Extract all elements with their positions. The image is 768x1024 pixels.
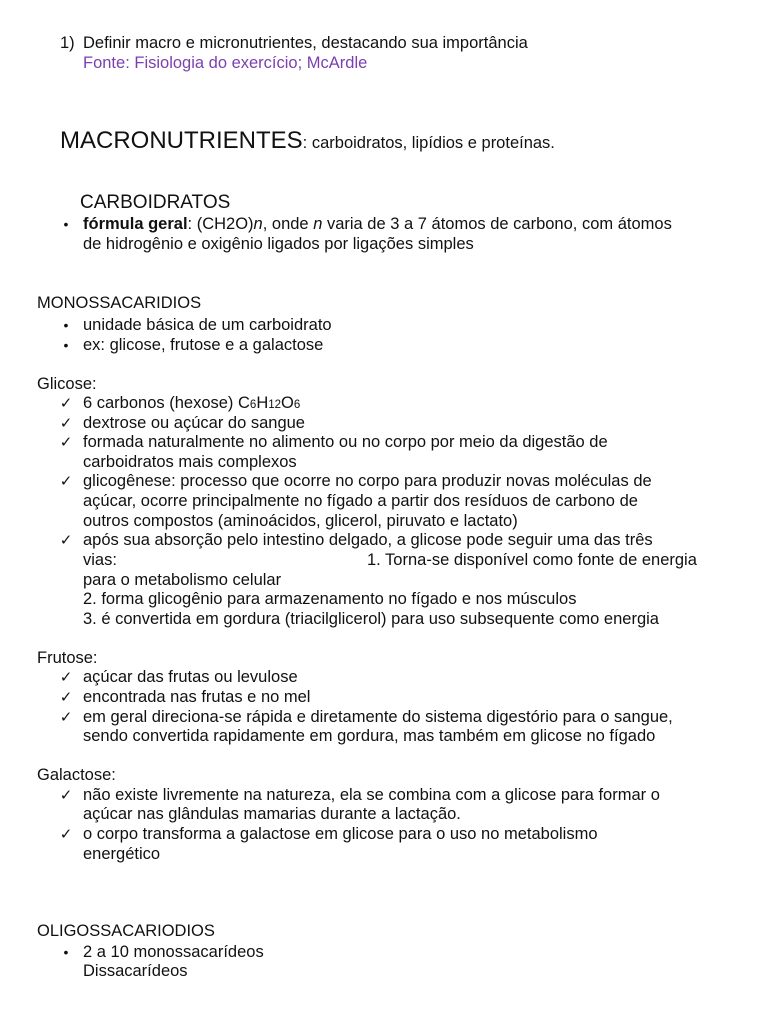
list-item: o corpo transforma a galactose em glicose para o uso no metabolismo xyxy=(83,825,598,843)
formula-n-var: n xyxy=(313,215,323,233)
bullet-icon: • xyxy=(63,216,69,232)
checkmark-icon: ✓ xyxy=(59,395,73,412)
route-2: 2. forma glicogênio para armazenamento no fígado e nos músculos xyxy=(83,590,577,608)
list-item-continued: sendo convertida rapidamente em gordura, mas também em glicose no fígado xyxy=(83,727,656,745)
formula-subscript: 6 xyxy=(249,399,257,411)
formula-rest: varia de 3 a 7 átomos de carbono, com átomos xyxy=(322,215,672,233)
list-item: 2 a 10 monossacarídeos xyxy=(83,943,264,961)
list-item: unidade básica de um carboidrato xyxy=(83,316,332,334)
formula-element: H xyxy=(256,394,269,412)
list-item: ex: glicose, frutose e a galactose xyxy=(83,336,324,354)
formula-text: : (CH2O) xyxy=(187,215,254,233)
list-item: em geral direciona-se rápida e diretamente do sistema digestório para o sangue, xyxy=(83,708,673,726)
formula-line-2: de hidrogênio e oxigênio ligados por ligações simples xyxy=(83,235,474,253)
macronutrients-line xyxy=(60,127,555,155)
formula-mid: , onde xyxy=(262,215,314,233)
oligosaccharides-heading: OLIGOSSACARIODIOS xyxy=(37,922,215,940)
macronutrients-list: : carboidratos, lipídios e proteínas. xyxy=(302,134,555,152)
checkmark-icon: ✓ xyxy=(59,669,73,686)
formula-element: O xyxy=(281,394,294,412)
checkmark-icon: ✓ xyxy=(59,689,73,706)
galactose-heading: Galactose: xyxy=(37,766,116,784)
list-item-continued: energético xyxy=(83,845,161,863)
formula-line xyxy=(83,215,672,235)
checkmark-icon: ✓ xyxy=(59,787,73,804)
list-item-continued: açúcar, ocorre principalmente no fígado a partir dos resíduos de carbono de xyxy=(83,492,638,510)
list-item-continued: outros compostos (aminoácidos, glicerol, piruvato e lactato) xyxy=(83,512,518,530)
fructose-heading: Frutose: xyxy=(37,649,98,667)
list-item: encontrada nas frutas e no mel xyxy=(83,688,311,706)
list-item: formada naturalmente no alimento ou no corpo por meio da digestão de xyxy=(83,433,608,451)
list-item: açúcar das frutas ou levulose xyxy=(83,668,298,686)
list-item-continued: Dissacarídeos xyxy=(83,962,188,980)
source-citation: Fonte: Fisiologia do exercício; McArdle xyxy=(83,54,368,72)
formula-n: n xyxy=(253,215,263,233)
list-item: glicogênese: processo que ocorre no corpo para produzir novas moléculas de xyxy=(83,472,652,490)
carbohydrates-heading: CARBOIDRATOS xyxy=(80,192,231,213)
route-3: 3. é convertida em gordura (triacilglicerol) para uso subsequente como energia xyxy=(83,610,659,628)
bullet-icon: • xyxy=(63,944,69,960)
list-item: não existe livremente na natureza, ela se combina com a glicose para formar o xyxy=(83,786,660,804)
checkmark-icon: ✓ xyxy=(59,826,73,843)
formula-subscript: 12 xyxy=(268,399,282,411)
formula-label: fórmula geral xyxy=(83,215,188,233)
list-item: dextrose ou açúcar do sangue xyxy=(83,414,305,432)
formula-subscript: 6 xyxy=(293,399,301,411)
glucose-heading: Glicose: xyxy=(37,375,97,393)
list-item: após sua absorção pelo intestino delgado, a glicose pode seguir uma das três xyxy=(83,531,653,549)
formula-prefix: 6 carbonos (hexose) C xyxy=(83,394,250,412)
question-text: Definir macro e micronutrientes, destacando sua importância xyxy=(83,34,528,52)
checkmark-icon: ✓ xyxy=(59,709,73,726)
checkmark-icon: ✓ xyxy=(59,434,73,451)
monosaccharides-heading: MONOSSACARIDIOS xyxy=(37,294,202,312)
list-item-continued: vias: xyxy=(83,551,117,569)
bullet-icon: • xyxy=(63,317,69,333)
macronutrients-heading: MACRONUTRIENTES xyxy=(60,127,303,154)
checkmark-icon: ✓ xyxy=(59,532,73,549)
glucose-formula xyxy=(83,394,300,416)
checkmark-icon: ✓ xyxy=(59,473,73,490)
list-number: 1) xyxy=(60,34,75,52)
list-item-continued: açúcar nas glândulas mamarias durante a lactação. xyxy=(83,805,461,823)
list-item-continued: carboidratos mais complexos xyxy=(83,453,297,471)
route-1: 1. Torna-se disponível como fonte de energia xyxy=(367,551,697,569)
bullet-icon: • xyxy=(63,337,69,353)
list-item-continued: para o metabolismo celular xyxy=(83,571,282,589)
checkmark-icon: ✓ xyxy=(59,415,73,432)
